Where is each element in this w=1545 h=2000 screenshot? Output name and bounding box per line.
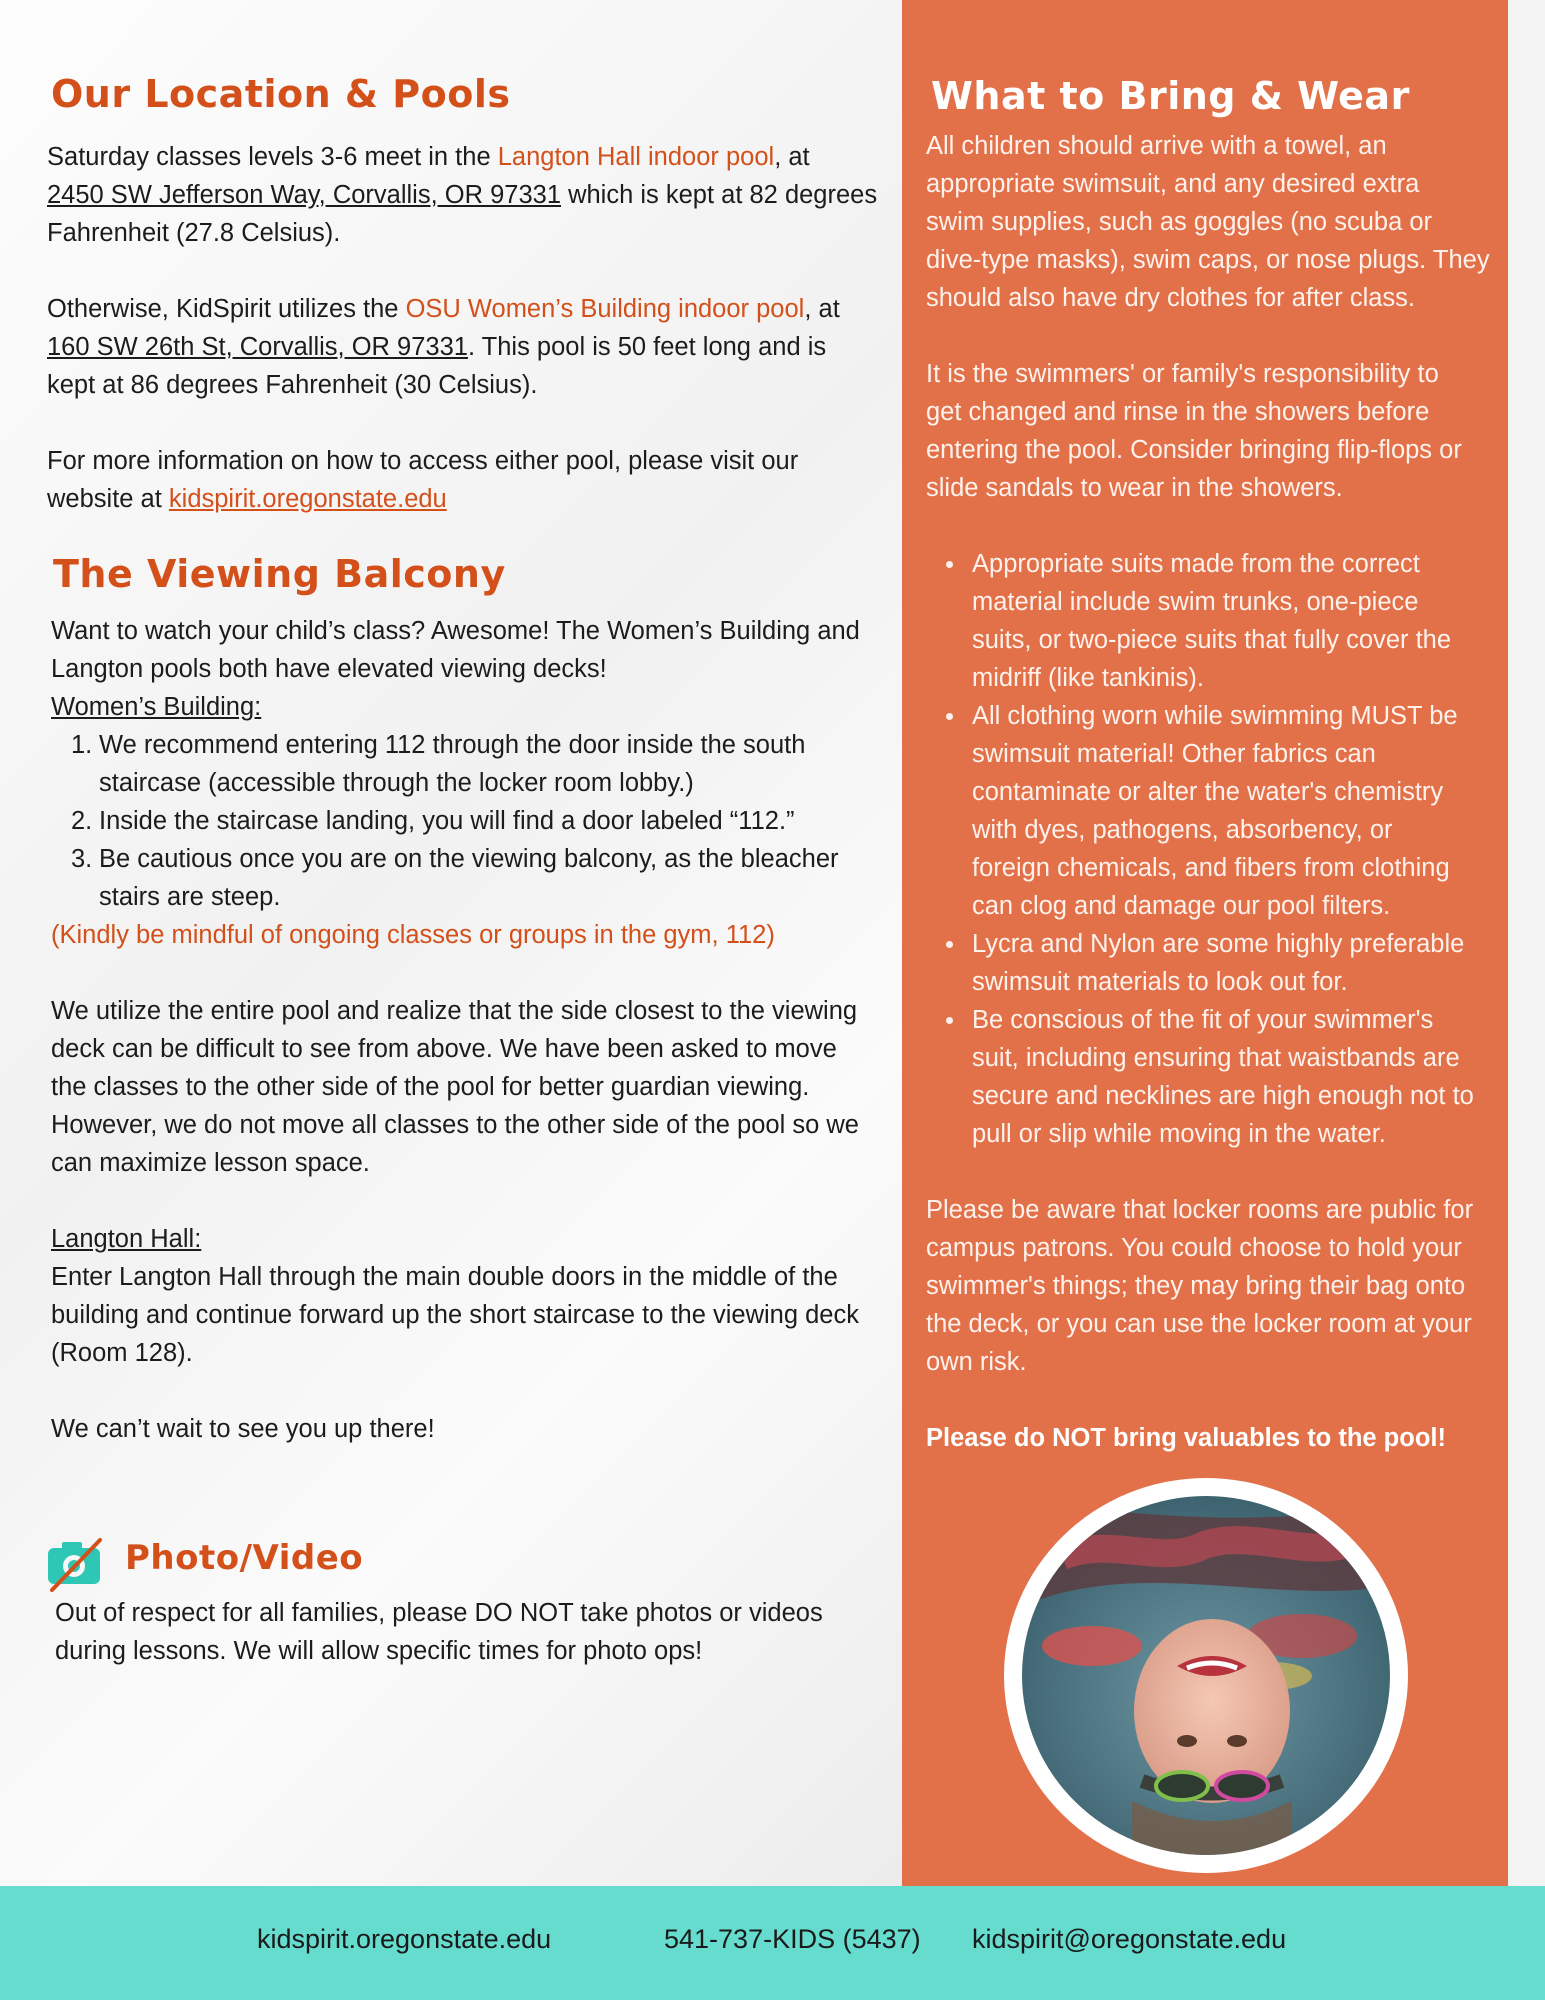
photo-video-heading: Photo/Video — [125, 1538, 364, 1578]
guideline-line: material include swim trunks, one-piece — [972, 588, 1419, 616]
photo-video-paragraph — [55, 1594, 905, 1670]
bring-p1-line: should also have dry clothes for after class. — [926, 284, 1415, 312]
photo-video-line-1: Out of respect for all families, please DO NOT take photos or videos — [55, 1599, 823, 1627]
location-p1-text-4: Fahrenheit (27.8 Celsius). — [47, 219, 341, 247]
guideline-line: with dyes, pathogens, absorbency, or — [972, 816, 1393, 844]
langton-hall-label: Langton Hall: — [51, 1225, 202, 1253]
mindful-note: (Kindly be mindful of ongoing classes or groups in the gym, 112) — [51, 921, 775, 949]
bring-p1-line: appropriate swimsuit, and any desired extra — [926, 170, 1420, 198]
location-p1-text-3: which is kept at 82 degrees — [561, 181, 878, 209]
guideline-line: pull or slip while moving in the water. — [972, 1120, 1386, 1148]
location-p1-text-2: , at — [774, 143, 810, 171]
langton-hall-line: (Room 128). — [51, 1339, 193, 1367]
location-heading: Our Location & Pools — [51, 72, 511, 116]
bring-section — [926, 127, 1501, 1457]
guideline-line: suit, including ensuring that waistbands are — [972, 1044, 1460, 1072]
step-item — [51, 726, 901, 802]
location-p3-text: For more information on how to access either pool, please visit our — [47, 447, 799, 475]
bring-p3-line: campus patrons. You could choose to hold your — [926, 1234, 1462, 1262]
guideline-item — [926, 925, 1501, 1001]
guideline-line: secure and necklines are high enough not to — [972, 1082, 1474, 1110]
location-p2-text-4: kept at 86 degrees Fahrenheit (30 Celsius). — [47, 371, 538, 399]
bring-p3-line: the deck, or you can use the locker room at your — [926, 1310, 1472, 1338]
footer-phone[interactable]: 541-737-KIDS (5437) — [664, 1924, 921, 1954]
step-line: stairs are steep. — [99, 883, 281, 911]
guideline-line: suits, or two-piece suits that fully cover the — [972, 626, 1452, 654]
womens-building-address: 160 SW 26th St, Corvallis, OR 97331 — [47, 333, 468, 361]
swimmer-photo — [1022, 1496, 1390, 1855]
langton-pool-link[interactable]: Langton Hall indoor pool — [497, 143, 775, 171]
guideline-line: swimsuit materials to look out for. — [972, 968, 1348, 996]
bring-heading: What to Bring & Wear — [931, 74, 1410, 118]
pool-viewing-line: However, we do not move all classes to the other side of the pool so we — [51, 1111, 859, 1139]
bring-p2-line: get changed and rinse in the showers before — [926, 398, 1430, 426]
location-paragraph-3 — [47, 442, 897, 518]
womens-building-label: Women’s Building: — [51, 693, 262, 721]
step-number: 1. — [71, 731, 93, 759]
bring-p3-line: swimmer's things; they may bring their bag onto — [926, 1272, 1466, 1300]
bring-paragraph-3 — [926, 1191, 1501, 1381]
guideline-line: All clothing worn while swimming MUST be — [972, 702, 1458, 730]
bring-p1-line: swim supplies, such as goggles (no scuba or — [926, 208, 1433, 236]
guideline-line: can clog and damage our pool filters. — [972, 892, 1391, 920]
langton-hall-paragraph — [51, 1258, 901, 1372]
langton-address: 2450 SW Jefferson Way, Corvallis, OR 97331 — [47, 181, 561, 209]
bring-p2-line: entering the pool. Consider bringing flip-flops or — [926, 436, 1462, 464]
guideline-item — [926, 1001, 1501, 1153]
pool-viewing-line: the classes to the other side of the pool for better guardian viewing. — [51, 1073, 810, 1101]
bring-p2-line: slide sandals to wear in the showers. — [926, 474, 1343, 502]
see-you-text: We can’t wait to see you up there! — [51, 1415, 435, 1443]
step-number: 2. — [71, 807, 93, 835]
step-line: Be cautious once you are on the viewing balcony, as the bleacher — [99, 845, 839, 873]
womens-building-steps — [51, 726, 901, 916]
step-item — [51, 802, 901, 840]
swimmer-photo-frame — [1004, 1478, 1408, 1873]
guideline-item — [926, 697, 1501, 925]
step-item — [51, 840, 901, 916]
guideline-item — [926, 545, 1501, 697]
guideline-line: midriff (like tankinis). — [972, 664, 1204, 692]
bring-p2-line: It is the swimmers' or family's responsibility to — [926, 360, 1439, 388]
guideline-line: Be conscious of the fit of your swimmer's — [972, 1006, 1434, 1034]
bring-p3-line: Please be aware that locker rooms are public for — [926, 1196, 1474, 1224]
guideline-line: Lycra and Nylon are some highly preferable — [972, 930, 1465, 958]
womens-building-pool-link[interactable]: OSU Women’s Building indoor pool — [405, 295, 805, 323]
location-p3-text-2: website at — [47, 485, 169, 513]
bring-paragraph-2 — [926, 355, 1501, 507]
no-camera-icon — [46, 1536, 106, 1592]
bring-p3-line: own risk. — [926, 1348, 1027, 1376]
location-p2-text-2: , at — [804, 295, 840, 323]
step-number: 3. — [71, 845, 93, 873]
balcony-intro-2: Langton pools both have elevated viewing decks! — [51, 655, 607, 683]
location-paragraph-1 — [47, 138, 897, 252]
bring-p1-line: dive-type masks), swim caps, or nose plugs. They — [926, 246, 1490, 274]
location-p2-text: Otherwise, KidSpirit utilizes the — [47, 295, 406, 323]
step-line: Inside the staircase landing, you will find a door labeled “112.” — [99, 807, 795, 835]
balcony-section — [51, 612, 901, 1448]
bring-p1-line: All children should arrive with a towel, an — [926, 132, 1387, 160]
location-p2-text-3: . This pool is 50 feet long and is — [467, 333, 827, 361]
bring-paragraph-1 — [926, 127, 1501, 317]
step-line: We recommend entering 112 through the door inside the south — [99, 731, 806, 759]
pool-viewing-paragraph — [51, 992, 901, 1182]
location-p1-text: Saturday classes levels 3-6 meet in the — [47, 143, 498, 171]
step-line: staircase (accessible through the locker room lobby.) — [99, 769, 694, 797]
footer-bar — [0, 1886, 1545, 2000]
photo-video-line-2: during lessons. We will allow specific times for photo ops! — [55, 1637, 703, 1665]
swimsuit-guidelines-list — [926, 545, 1501, 1153]
guideline-line: foreign chemicals, and fibers from clothing — [972, 854, 1450, 882]
balcony-heading: The Viewing Balcony — [53, 552, 506, 596]
pool-viewing-line: deck can be difficult to see from above. We have been asked to move — [51, 1035, 837, 1063]
footer-email-link[interactable]: kidspirit@oregonstate.edu — [972, 1924, 1287, 1954]
langton-hall-line: Enter Langton Hall through the main double doors in the middle of the — [51, 1263, 838, 1291]
pool-viewing-line: can maximize lesson space. — [51, 1149, 370, 1177]
guideline-line: contaminate or alter the water's chemistry — [972, 778, 1444, 806]
guideline-line: swimsuit material! Other fabrics can — [972, 740, 1376, 768]
footer-website-link[interactable]: kidspirit.oregonstate.edu — [257, 1924, 552, 1954]
page-edge-strip — [1508, 0, 1545, 1886]
balcony-intro-1: Want to watch your child’s class? Awesome! The Women’s Building and — [51, 617, 860, 645]
pool-viewing-line: We utilize the entire pool and realize that the side closest to the viewing — [51, 997, 858, 1025]
valuables-warning: Please do NOT bring valuables to the pool! — [926, 1424, 1446, 1452]
website-link[interactable]: kidspirit.oregonstate.edu — [168, 485, 447, 513]
location-paragraph-2 — [47, 290, 897, 404]
guideline-line: Appropriate suits made from the correct — [972, 550, 1420, 578]
langton-hall-line: building and continue forward up the short staircase to the viewing deck — [51, 1301, 859, 1329]
